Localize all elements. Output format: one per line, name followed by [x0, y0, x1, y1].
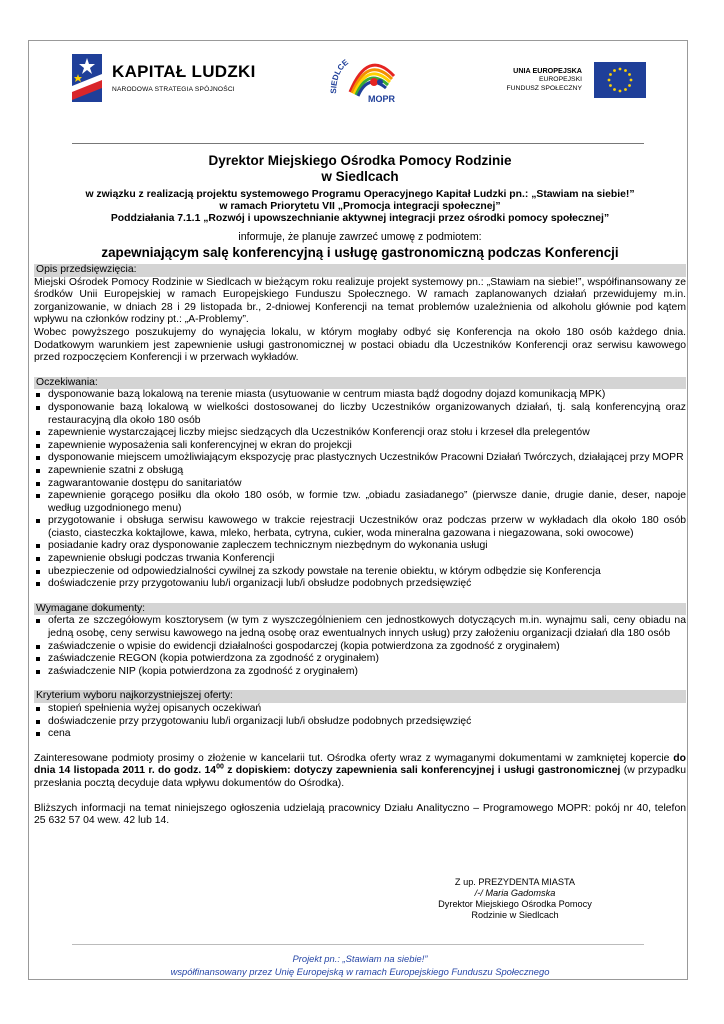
list-item: zapewnienie gorącego posiłku dla około 180 osób, w formie tzw. „obiadu zasiadanego” (pierwsze danie, drugie danie, deser, napoje według uzgodnionego menu): [34, 490, 686, 515]
eu-star-icon: [608, 79, 611, 82]
list-item: zaświadczenie REGON (kopia potwierdzona za zgodność z oryginałem): [34, 653, 686, 666]
list-item: zaświadczenie NIP (kopia potwierdzona za zgodność z oryginałem): [34, 666, 686, 679]
mopr-arc-text: IEDLCE: [330, 57, 351, 89]
content: [34, 264, 686, 828]
eu-star-icon: [630, 79, 633, 82]
list-item: zaświadczenie o wpisie do ewidencji działalności gospodarczej (kopia potwierdzona za zgodność z oryginałem): [34, 641, 686, 654]
zaproszenie-part2: (w przypadku przesłania pocztą decyduje data wpływu dokumentów do Ośrodka).: [34, 765, 686, 789]
list-item: oferta ze szczegółowym kosztorysem (w tym z wyszczególnieniem cen jednostkowych dotyczących m.in. wynajmu sali, ceny obiadu na jedną osobę, ceny serwisu kawowego na jedną osobę oraz ewentualnych innych usług) przy założeniu organizacji działań dla 180 osób: [34, 615, 686, 640]
list-item: dysponowanie miejscem umożliwiającym ekspozycję prac plastycznych Uczestników Pracowni Działań Twórczych, działającej przy MOPR: [34, 452, 686, 465]
list-item: dysponowanie bazą lokalową w wielkości dostosowanej do liczby Uczestników organizowanych działań, tj. salą konferencyjną oraz restauracyjną dla około 180 osób: [34, 402, 686, 427]
footer-line2: współfinansowany przez Unię Europejską w ramach Europejskiego Funduszu Społecznego: [170, 966, 550, 977]
list-item: przygotowanie i obsługa serwisu kawowego w trakcie rejestracji Uczestników oraz podczas przerw w wykładach dla około 180 osób (ciasto, ciasteczka koktajlowe, kawa, mleko, herbata, cytryna, cukier, woda mineralna gazowana i niegazowana, soki owocowe): [34, 515, 686, 540]
footer-divider: [72, 944, 644, 945]
eu-star-icon: [628, 84, 631, 87]
signature-line2: /-/ Maria Gadomska: [474, 888, 556, 898]
signature-line3: Dyrektor Miejskiego Ośrodka Pomocy: [438, 899, 592, 909]
title-line3: w związku z realizacją projektu systemowego Programu Operacyjnego Kapitał Ludzki pn.: „Stawiam na siebie!”: [85, 189, 635, 200]
kontakt-paragraph: Bliższych informacji na temat niniejszego ogłoszenia udzielają pracownicy Działu Analityczno – Programowego MOPR: pokój nr 40, telefon 25 632 57 04 wew. 42 lub 14.: [34, 802, 686, 827]
list-item: posiadanie kadry oraz dysponowanie zapleczem technicznym niezbędnym do wykonania usługi: [34, 540, 686, 553]
footer-line1: Projekt pn.: „Stawiam na siebie!”: [292, 953, 428, 964]
list-item: zapewnienie wystarczającej liczby miejsc siedzących dla Uczestników Konferencji oraz stołu i krzeseł dla prelegentów: [34, 427, 686, 440]
section-heading-kryterium: Kryterium wyboru najkorzystniejszej oferty:: [34, 690, 686, 703]
opis-paragraph-2: Wobec powyższego poszukujemy do wynajęcia lokalu, w którym mogłaby odbyć się Konferencja na około 180 osób każdego dnia. Dodatkowym warunkiem jest zapewnienie usługi gastronomicznej w postaci obiadu dla Uczestników Konferencji oraz serwisu kawowego przed rozpoczęciem Konferencji i w przerwach wykładów.: [34, 326, 686, 364]
signature-block: [430, 877, 600, 921]
eu-star-icon: [613, 69, 616, 72]
mopr-rainbow-icon: [330, 52, 400, 106]
title-line4: w ramach Priorytetu VII „Promocja integracji społecznej”: [219, 201, 501, 212]
list-item: doświadczenie przy przygotowaniu lub/i organizacji lub/i obsłudze podobnych przedsięwzięć: [34, 716, 686, 729]
list-item: ubezpieczenie od odpowiedzialności cywilnej za szkody powstałe na terenie obiektu, w którym odbędzie się Konferencja: [34, 566, 686, 579]
signature-line1: Z up. PREZYDENTA MIASTA: [454, 877, 576, 887]
title-line5: Poddziałania 7.1.1 „Rozwój i upowszechnianie aktywnej integracji przez ośrodki pomocy społecznej”: [110, 213, 610, 224]
list-item: zagwarantowanie dostępu do sanitariatów: [34, 478, 686, 491]
section-heading-oczekiwania: Oczekiwania:: [34, 377, 686, 390]
title-line1: Dyrektor Miejskiego Ośrodka Pomocy Rodzinie: [208, 153, 512, 168]
title-block: [40, 150, 680, 261]
section-heading-dokumenty: Wymagane dokumenty:: [34, 603, 686, 616]
list-item: dysponowanie bazą lokalową na terenie miasta (usytuowanie w centrum miasta bądź dogodny dojazd komunikacją MPK): [34, 389, 686, 402]
eu-star-icon: [619, 90, 622, 93]
signature-line4: Rodzinie w Siedlcach: [471, 910, 559, 920]
footer: [40, 952, 680, 978]
eu-star-icon: [624, 88, 627, 91]
eu-star-icon: [609, 73, 612, 76]
eu-flag-icon: [594, 62, 646, 98]
eu-star-icon: [624, 69, 627, 72]
zaproszenie-deadline: do dnia 14 listopada 2011 r. do godz. 14: [34, 752, 686, 777]
eu-star-icon: [628, 73, 631, 76]
title-line2: w Siedlcach: [321, 169, 399, 184]
kryterium-list: [34, 703, 686, 741]
title-line7: zapewniającym salę konferencyjną i usługę gastronomiczną podczas Konferencji: [101, 245, 619, 260]
eu-line2: EUROPEJSKI: [538, 76, 582, 83]
kapital-ludzki-logo: [68, 52, 256, 108]
eu-star-icon: [619, 68, 622, 71]
oczekiwania-list: [34, 389, 686, 591]
list-item: doświadczenie przy przygotowaniu lub/i organizacji lub/i obsłudze podobnych przedsięwzięć: [34, 578, 686, 591]
list-item: zapewnienie obsługi podczas trwania Konferencji: [34, 553, 686, 566]
kapital-ludzki-subtitle: NARODOWA STRATEGIA SPÓJNOŚCI: [112, 86, 235, 93]
list-item: stopień spełnienia wyżej opisanych oczekiwań: [34, 703, 686, 716]
eu-text: [506, 66, 582, 93]
list-item: cena: [34, 728, 686, 741]
dokumenty-list: [34, 615, 686, 678]
eu-line1: UNIA EUROPEJSKA: [513, 66, 582, 75]
mopr-label: MOPR: [368, 94, 395, 104]
header-divider: [72, 143, 644, 144]
list-item: zapewnienie szatni z obsługą: [34, 465, 686, 478]
section-heading-opis: Opis przedsięwzięcia:: [34, 264, 686, 277]
eu-star-icon: [609, 84, 612, 87]
zaproszenie-part1: Zainteresowane podmioty prosimy o złożenie w kancelarii tut. Ośrodka oferty wraz z wymaganymi dokumentami w zamkniętej kopercie: [34, 752, 674, 764]
zaproszenie-paragraph: [34, 753, 686, 791]
zaproszenie-deadline-minutes: 00: [216, 763, 224, 771]
kapital-ludzki-emblem-icon: [68, 52, 106, 104]
kapital-ludzki-title: KAPITAŁ LUDZKI: [112, 62, 256, 81]
eu-logo: [500, 62, 650, 102]
opis-paragraph-1: Miejski Ośrodek Pomocy Rodzinie w Siedlcach w bieżącym roku realizuje projekt systemowy pn.: „Stawiam na siebie!”, współfinansowany ze środków Unii Europejskiej w ramach Europejskiego Funduszu Społecznego. W ramach zaplanowanych działań przewidujemy m.in. zorganizowanie, w dniach 28 i 29 listopada br., 2-dniowej Konferencji na temat problemów uzależnienia od alkoholu głównie pod kątem wpływu na członków rodziny pt.: „A-Problemy”.: [34, 276, 686, 326]
zaproszenie-annotation: z dopiskiem: dotyczy zapewnienia sali konferencyjnej i usługi gastronomicznej: [223, 765, 621, 777]
list-item: zapewnienie wyposażenia sali konferencyjnej w ekran do projekcji: [34, 440, 686, 453]
title-line6: informuje, że planuje zawrzeć umowę z podmiotem:: [238, 231, 482, 243]
mopr-logo: [330, 52, 400, 106]
eu-star-icon: [613, 88, 616, 91]
eu-line3: FUNDUSZ SPOŁECZNY: [506, 85, 582, 92]
